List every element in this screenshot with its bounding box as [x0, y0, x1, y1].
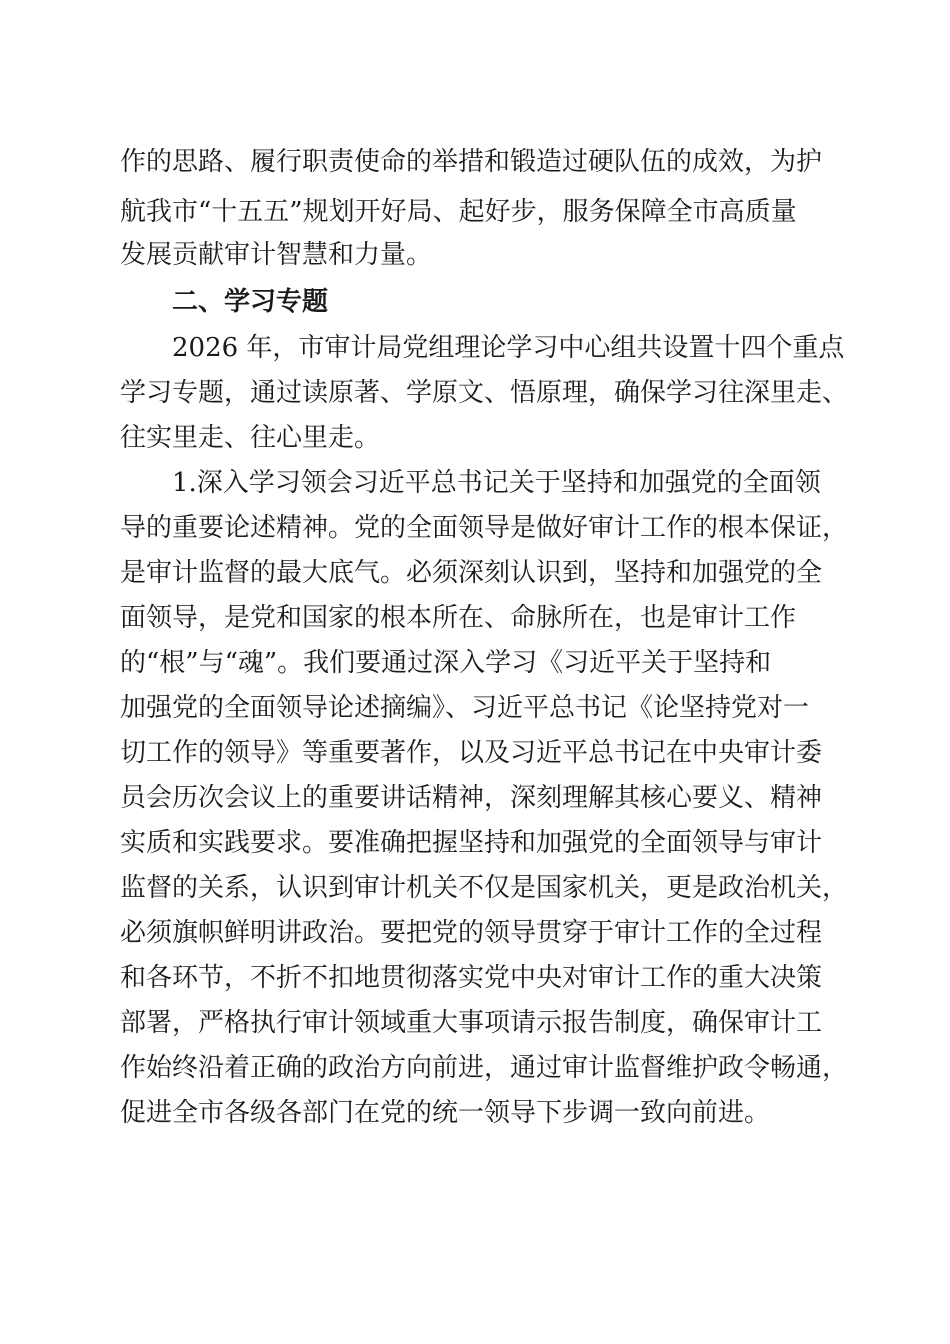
overview-line-3: 往实里走、往心里走。 — [120, 423, 381, 453]
topic1-line-5: 的“根”与“魂”。我们要通过深入学习《习近平关于坚持和 — [120, 648, 772, 678]
section-heading: 二、学习专题 — [172, 287, 329, 317]
topic1-line-6: 加强党的全面领导论述摘编》、习近平总书记《论坚持党对一 — [120, 693, 810, 723]
intro-line-3: 发展贡献审计智慧和力量。 — [120, 240, 433, 270]
intro-line-1: 作的思路、履行职责使命的举措和锻造过硬队伍的成效，为护 — [120, 147, 823, 177]
topic1-line-9: 实质和实践要求。要准确把握坚持和加强党的全面领导与审计 — [120, 828, 823, 858]
topic1-line-4: 面领导，是党和国家的根本所在、命脉所在，也是审计工作 — [120, 603, 797, 633]
topic1-line-7: 切工作的领导》等重要著作，以及习近平总书记在中央审计委 — [120, 738, 823, 768]
intro-line-2: 航我市“十五五”规划开好局、起好步，服务保障全市高质量 — [120, 197, 797, 227]
topic1-line-8: 员会历次会议上的重要讲话精神，深刻理解其核心要义、精神 — [120, 783, 823, 813]
topic1-line-15: 促进全市各级各部门在党的统一领导下步调一致向前进。 — [120, 1098, 771, 1128]
topic1-line-3: 是审计监督的最大底气。必须深刻认识到，坚持和加强党的全 — [120, 558, 823, 588]
topic1-line-14: 作始终沿着正确的政治方向前进，通过审计监督维护政令畅通， — [120, 1053, 849, 1083]
topic1-line-2: 导的重要论述精神。党的全面领导是做好审计工作的根本保证， — [120, 513, 849, 543]
topic1-line-11: 必须旗帜鲜明讲政治。要把党的领导贯穿于审计工作的全过程 — [120, 918, 823, 948]
topic1-line-13: 部署，严格执行审计领域重大事项请示报告制度，确保审计工 — [120, 1008, 823, 1038]
topic1-line-1: 1.深入学习领会习近平总书记关于坚持和加强党的全面领 — [172, 468, 821, 498]
overview-line-1: 2026 年，市审计局党组理论学习中心组共设置十四个重点 — [172, 333, 845, 363]
topic1-line-10: 监督的关系，认识到审计机关不仅是国家机关，更是政治机关， — [120, 873, 849, 903]
overview-line-2: 学习专题，通过读原著、学原文、悟原理，确保学习往深里走、 — [120, 378, 849, 408]
topic1-line-12: 和各环节，不折不扣地贯彻落实党中央对审计工作的重大决策 — [120, 963, 823, 993]
